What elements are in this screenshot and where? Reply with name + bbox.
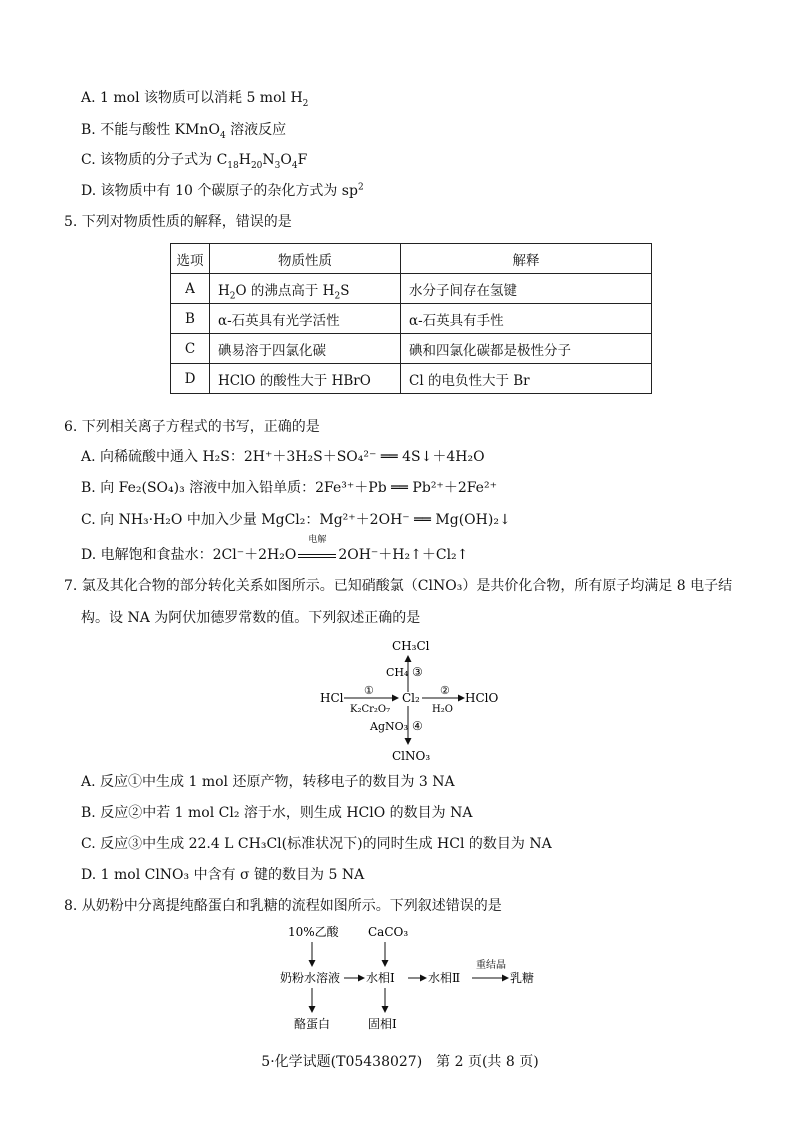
q6-option-b: B. 向 Fe₂(SO₄)₃ 溶液中加入铅单质：2Fe³⁺＋Pb ══ Pb²⁺＋2Fe²⁺ (81, 480, 497, 496)
milk-solution-label: 奶粉水溶液 (280, 971, 341, 985)
row-option: D (171, 364, 210, 394)
row-explanation: 碘和四氯化碳都是极性分子 (401, 334, 652, 364)
cl2-label: Cl₂ (402, 691, 420, 705)
reaction-3-label: ③ (412, 665, 423, 679)
aqueous-phase-2-label: 水相Ⅱ (428, 971, 461, 985)
row-option: A (171, 274, 210, 304)
recrystallize-label: 重结晶 (476, 960, 506, 971)
q7-option-d: D. 1 mol ClNO₃ 中含有 σ 键的数目为 5 NA (81, 867, 365, 883)
separation-flowchart (280, 920, 550, 1035)
table-row (171, 274, 652, 304)
ch4-reagent: CH₄ (386, 666, 409, 679)
row-option: B (171, 304, 210, 334)
reaction-4-label: ④ (412, 719, 423, 733)
page-footer: 5·化学试题(T05438027) 第 2 页(共 8 页) (261, 1054, 539, 1070)
header-option: 选项 (171, 244, 210, 274)
row-option: C (171, 334, 210, 364)
table-header-row (171, 244, 652, 274)
row-explanation: 水分子间存在氢键 (401, 274, 652, 304)
q5-table (170, 243, 652, 394)
q6-option-d: D. 电解饱和食盐水：2Cl⁻＋2H₂O 电解 2OH⁻＋H₂↑＋Cl₂↑ (81, 535, 469, 563)
row-explanation: α-石英具有手性 (401, 304, 652, 334)
equals-line (298, 554, 336, 558)
ch3cl-label: CH₃Cl (392, 639, 430, 653)
row-property: $H_2O$ 的沸点高于 $H_2S$ (210, 274, 401, 304)
hcl-label: HCl (320, 691, 344, 705)
acetic-acid-reagent: 10%乙酸 (288, 925, 339, 939)
lactose-label: 乳糖 (510, 971, 535, 985)
row-property: α-石英具有光学活性 (210, 304, 401, 334)
q4-option-a: A. 1 mol 该物质可以消耗 5 mol $H_2$ (81, 90, 309, 109)
electrolysis-condition: 电解 (296, 545, 338, 565)
reaction-2-label: ② (440, 684, 450, 697)
h2o-reagent: H₂O (432, 704, 453, 715)
row-property: HClO 的酸性大于 HBrO (210, 364, 401, 394)
table-row (171, 364, 652, 394)
q7-stem-line1: 7. 氯及其化合物的部分转化关系如图所示。已知硝酸氯（ClNO₃）是共价化合物，所有原子均满足 8 电子结 (64, 578, 733, 594)
header-property: 物质性质 (210, 244, 401, 274)
header-explanation: 解释 (401, 244, 652, 274)
q7-option-c: C. 反应③中生成 22.4 L CH₃Cl(标准状况下)的同时生成 HCl 的数目为 NA (81, 836, 552, 852)
q6-stem: 6. 下列相关离子方程式的书写，正确的是 (64, 419, 320, 435)
q4-option-d: D. 该物质中有 10 个碳原子的杂化方式为 $sp^2$ (81, 182, 364, 199)
reaction-1-label: ① (364, 684, 374, 697)
q5-stem: 5. 下列对物质性质的解释，错误的是 (64, 214, 292, 230)
aqueous-phase-1-label: 水相Ⅰ (366, 971, 395, 985)
q7-stem-line2: 构。设 NA 为阿伏加德罗常数的值。下列叙述正确的是 (81, 610, 421, 626)
row-property: 碘易溶于四氯化碳 (210, 334, 401, 364)
q6-option-a: A. 向稀硫酸中通入 H₂S：2H⁺＋3H₂S＋SO₄²⁻ ══ 4S↓＋4H₂O (81, 449, 485, 465)
caco3-reagent: CaCO₃ (368, 925, 409, 939)
agno3-reagent: AgNO₃ (370, 720, 409, 733)
hclo-label: HClO (465, 691, 499, 705)
casein-label: 酪蛋白 (294, 1017, 331, 1031)
q4-option-c: C. 该物质的分子式为 $C_{18}H_{20}N_3O_4F$ (81, 152, 308, 171)
row-explanation: Cl 的电负性大于 Br (401, 364, 652, 394)
k2cr2o7-reagent: K₂Cr₂O₇ (350, 704, 391, 715)
solid-phase-1-label: 固相Ⅰ (368, 1017, 397, 1031)
q7-option-a: A. 反应①中生成 1 mol 还原产物，转移电子的数目为 3 NA (81, 774, 455, 790)
chlorine-conversion-diagram (320, 636, 510, 766)
table-row (171, 304, 652, 334)
clno3-label: ClNO₃ (392, 749, 431, 763)
table-row (171, 334, 652, 364)
q8-stem: 8. 从奶粉中分离提纯酪蛋白和乳糖的流程如图所示。下列叙述错误的是 (64, 898, 502, 914)
q4-option-b: B. 不能与酸性 KMnO$_4$ 溶液反应 (81, 122, 287, 141)
q6-option-c: C. 向 NH₃·H₂O 中加入少量 MgCl₂：Mg²⁺＋2OH⁻ ══ Mg(OH)₂↓ (81, 512, 511, 528)
q7-option-b: B. 反应②中若 1 mol Cl₂ 溶于水，则生成 HClO 的数目为 NA (81, 805, 473, 821)
